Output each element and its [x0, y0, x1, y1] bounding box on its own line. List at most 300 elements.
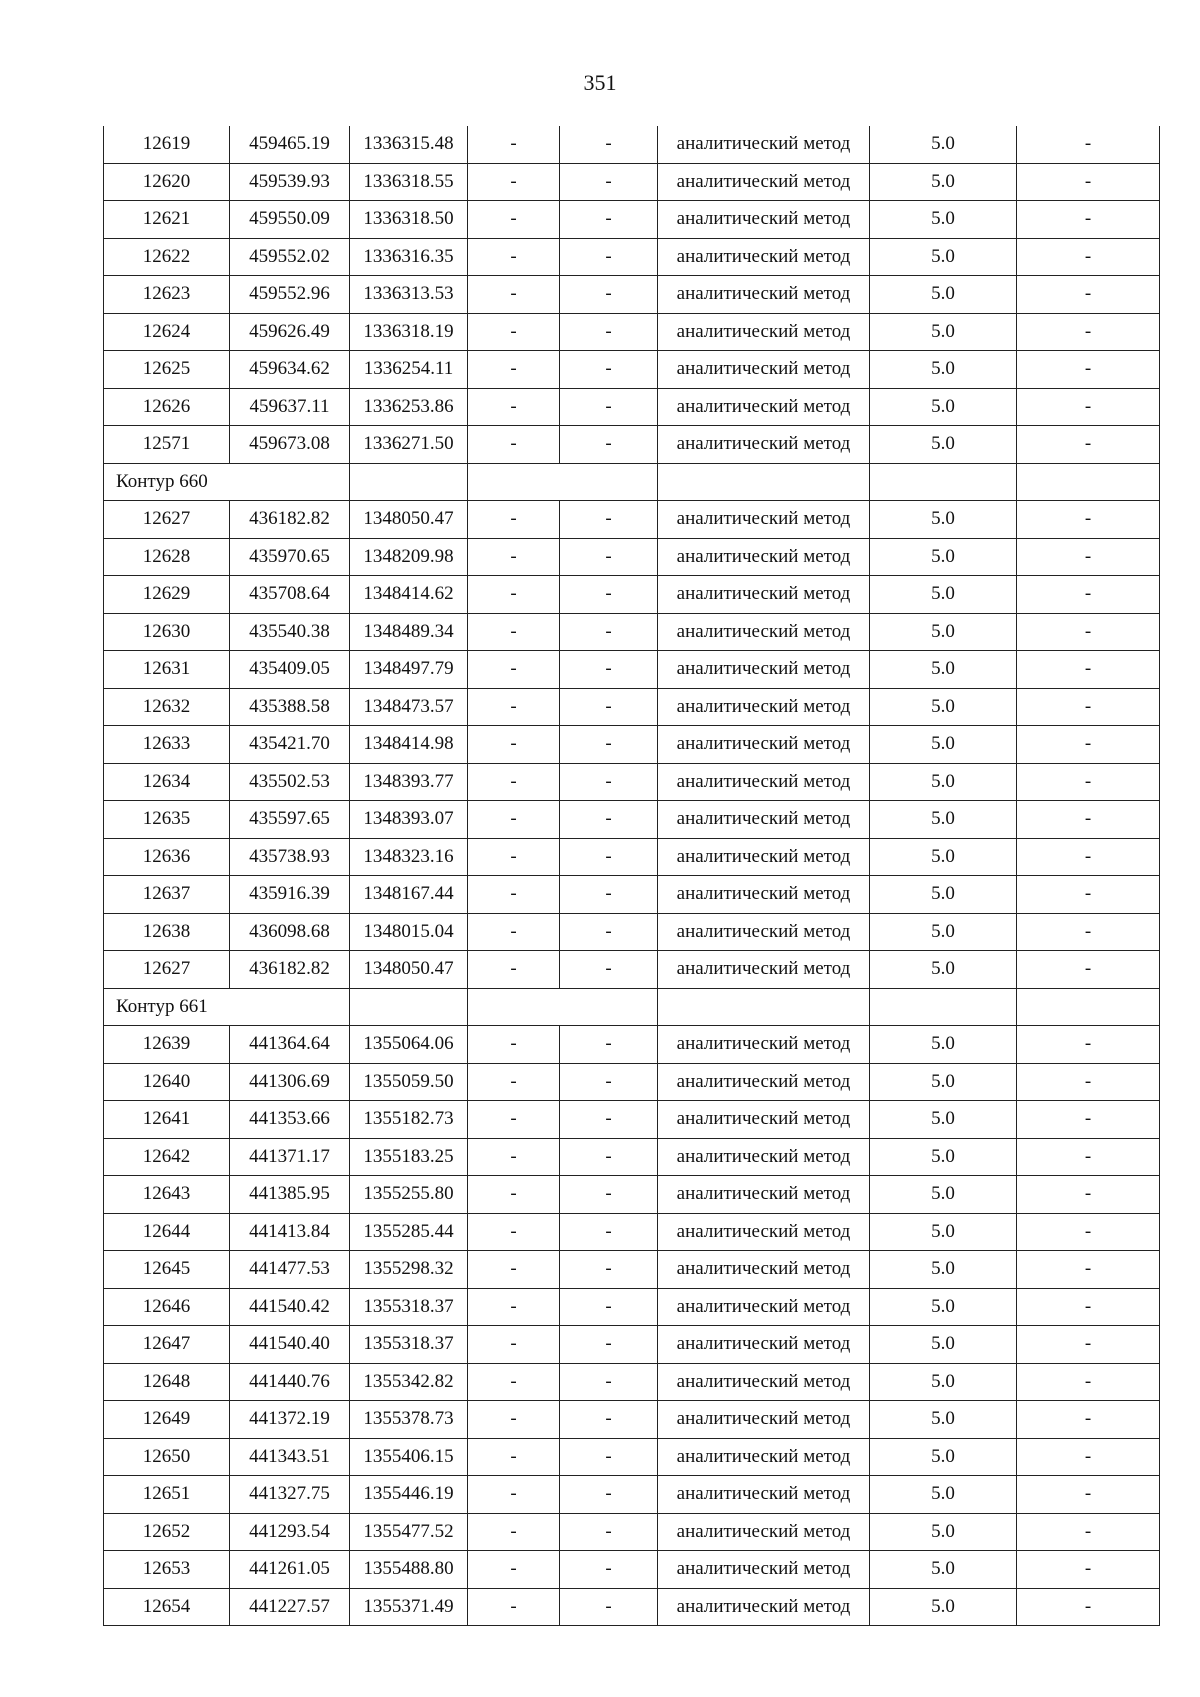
x-coordinate-cell: 459465.19	[230, 126, 350, 163]
col5-cell: -	[560, 1326, 658, 1364]
accuracy-cell: 5.0	[870, 1288, 1017, 1326]
y-coordinate-cell: 1336313.53	[350, 276, 468, 314]
col4-cell: -	[468, 1026, 560, 1064]
method-cell: аналитический метод	[658, 201, 870, 239]
accuracy-cell: 5.0	[870, 1588, 1017, 1626]
method-cell: аналитический метод	[658, 238, 870, 276]
col4-cell: -	[468, 1213, 560, 1251]
col8-cell: -	[1017, 126, 1160, 163]
col4-cell: -	[468, 1138, 560, 1176]
col5-cell: -	[560, 1251, 658, 1289]
col8-cell: -	[1017, 238, 1160, 276]
col8-cell: -	[1017, 576, 1160, 614]
accuracy-cell: 5.0	[870, 1026, 1017, 1064]
x-coordinate-cell: 441540.42	[230, 1288, 350, 1326]
y-coordinate-cell: 1355059.50	[350, 1063, 468, 1101]
accuracy-cell: 5.0	[870, 801, 1017, 839]
table-row	[104, 1251, 1160, 1289]
method-cell: аналитический метод	[658, 126, 870, 163]
x-coordinate-cell: 441371.17	[230, 1138, 350, 1176]
point-number-cell: 12631	[104, 651, 230, 689]
method-cell: аналитический метод	[658, 1401, 870, 1439]
accuracy-cell: 5.0	[870, 1363, 1017, 1401]
x-coordinate-cell: 441477.53	[230, 1251, 350, 1289]
col4-cell: -	[468, 1326, 560, 1364]
method-cell: аналитический метод	[658, 763, 870, 801]
y-coordinate-cell: 1355182.73	[350, 1101, 468, 1139]
col8-cell: -	[1017, 1213, 1160, 1251]
col8-cell: -	[1017, 1063, 1160, 1101]
y-coordinate-cell: 1355318.37	[350, 1288, 468, 1326]
method-cell: аналитический метод	[658, 1513, 870, 1551]
point-number-cell: 12640	[104, 1063, 230, 1101]
method-cell: аналитический метод	[658, 801, 870, 839]
point-number-cell: 12635	[104, 801, 230, 839]
contour-header-row	[104, 463, 1160, 501]
col8-cell: -	[1017, 1326, 1160, 1364]
col4-cell: -	[468, 1251, 560, 1289]
x-coordinate-cell: 435738.93	[230, 838, 350, 876]
y-coordinate-cell: 1348167.44	[350, 876, 468, 914]
col8-cell: -	[1017, 726, 1160, 764]
x-coordinate-cell: 435540.38	[230, 613, 350, 651]
y-coordinate-cell: 1336315.48	[350, 126, 468, 163]
col4-cell: -	[468, 1063, 560, 1101]
table-row	[104, 1026, 1160, 1064]
y-coordinate-cell: 1355477.52	[350, 1513, 468, 1551]
method-cell: аналитический метод	[658, 501, 870, 539]
point-number-cell: 12624	[104, 313, 230, 351]
col5-cell: -	[560, 951, 658, 989]
point-number-cell: 12630	[104, 613, 230, 651]
y-coordinate-cell: 1348015.04	[350, 913, 468, 951]
x-coordinate-cell: 441306.69	[230, 1063, 350, 1101]
point-number-cell: 12626	[104, 388, 230, 426]
point-number-cell: 12634	[104, 763, 230, 801]
method-cell: аналитический метод	[658, 1363, 870, 1401]
y-coordinate-cell: 1348414.62	[350, 576, 468, 614]
empty-cell	[468, 988, 658, 1026]
method-cell: аналитический метод	[658, 1213, 870, 1251]
accuracy-cell: 5.0	[870, 613, 1017, 651]
accuracy-cell: 5.0	[870, 238, 1017, 276]
method-cell: аналитический метод	[658, 913, 870, 951]
col4-cell: -	[468, 1288, 560, 1326]
col8-cell: -	[1017, 801, 1160, 839]
point-number-cell: 12651	[104, 1476, 230, 1514]
point-number-cell: 12646	[104, 1288, 230, 1326]
table-row	[104, 1401, 1160, 1439]
x-coordinate-cell: 435916.39	[230, 876, 350, 914]
accuracy-cell: 5.0	[870, 276, 1017, 314]
col5-cell: -	[560, 1063, 658, 1101]
accuracy-cell: 5.0	[870, 388, 1017, 426]
point-number-cell: 12650	[104, 1438, 230, 1476]
method-cell: аналитический метод	[658, 1138, 870, 1176]
col5-cell: -	[560, 801, 658, 839]
method-cell: аналитический метод	[658, 1438, 870, 1476]
accuracy-cell: 5.0	[870, 351, 1017, 389]
col4-cell: -	[468, 763, 560, 801]
col8-cell: -	[1017, 613, 1160, 651]
table-row	[104, 651, 1160, 689]
method-cell: аналитический метод	[658, 576, 870, 614]
method-cell: аналитический метод	[658, 388, 870, 426]
accuracy-cell: 5.0	[870, 1401, 1017, 1439]
table-row	[104, 576, 1160, 614]
col5-cell: -	[560, 351, 658, 389]
accuracy-cell: 5.0	[870, 1476, 1017, 1514]
col8-cell: -	[1017, 913, 1160, 951]
method-cell: аналитический метод	[658, 838, 870, 876]
y-coordinate-cell: 1355298.32	[350, 1251, 468, 1289]
y-coordinate-cell: 1348050.47	[350, 951, 468, 989]
y-coordinate-cell: 1355371.49	[350, 1588, 468, 1626]
col4-cell: -	[468, 313, 560, 351]
point-number-cell: 12643	[104, 1176, 230, 1214]
y-coordinate-cell: 1348489.34	[350, 613, 468, 651]
method-cell: аналитический метод	[658, 426, 870, 464]
contour-label: Контур 661	[104, 988, 350, 1026]
col4-cell: -	[468, 913, 560, 951]
accuracy-cell: 5.0	[870, 726, 1017, 764]
x-coordinate-cell: 459552.96	[230, 276, 350, 314]
point-number-cell: 12641	[104, 1101, 230, 1139]
table-row	[104, 1363, 1160, 1401]
empty-cell	[658, 988, 870, 1026]
coordinates-table	[103, 126, 1160, 1626]
col5-cell: -	[560, 913, 658, 951]
empty-cell	[350, 988, 468, 1026]
empty-cell	[870, 463, 1017, 501]
point-number-cell: 12633	[104, 726, 230, 764]
table-row	[104, 876, 1160, 914]
accuracy-cell: 5.0	[870, 163, 1017, 201]
accuracy-cell: 5.0	[870, 126, 1017, 163]
x-coordinate-cell: 435409.05	[230, 651, 350, 689]
x-coordinate-cell: 459634.62	[230, 351, 350, 389]
table-row	[104, 388, 1160, 426]
col5-cell: -	[560, 1213, 658, 1251]
point-number-cell: 12644	[104, 1213, 230, 1251]
method-cell: аналитический метод	[658, 951, 870, 989]
col4-cell: -	[468, 951, 560, 989]
col4-cell: -	[468, 501, 560, 539]
accuracy-cell: 5.0	[870, 1513, 1017, 1551]
col5-cell: -	[560, 1551, 658, 1589]
empty-cell	[658, 463, 870, 501]
y-coordinate-cell: 1355446.19	[350, 1476, 468, 1514]
x-coordinate-cell: 441540.40	[230, 1326, 350, 1364]
x-coordinate-cell: 441327.75	[230, 1476, 350, 1514]
method-cell: аналитический метод	[658, 1101, 870, 1139]
col4-cell: -	[468, 1588, 560, 1626]
col5-cell: -	[560, 388, 658, 426]
col4-cell: -	[468, 726, 560, 764]
col8-cell: -	[1017, 763, 1160, 801]
col8-cell: -	[1017, 1476, 1160, 1514]
y-coordinate-cell: 1355064.06	[350, 1026, 468, 1064]
y-coordinate-cell: 1348414.98	[350, 726, 468, 764]
empty-cell	[468, 463, 658, 501]
y-coordinate-cell: 1336316.35	[350, 238, 468, 276]
y-coordinate-cell: 1336253.86	[350, 388, 468, 426]
y-coordinate-cell: 1336318.19	[350, 313, 468, 351]
col5-cell: -	[560, 238, 658, 276]
accuracy-cell: 5.0	[870, 1213, 1017, 1251]
col5-cell: -	[560, 1026, 658, 1064]
col4-cell: -	[468, 1363, 560, 1401]
x-coordinate-cell: 441353.66	[230, 1101, 350, 1139]
table-row	[104, 1438, 1160, 1476]
method-cell: аналитический метод	[658, 1063, 870, 1101]
table-row	[104, 501, 1160, 539]
table-row	[104, 426, 1160, 464]
accuracy-cell: 5.0	[870, 838, 1017, 876]
col4-cell: -	[468, 1476, 560, 1514]
accuracy-cell: 5.0	[870, 1101, 1017, 1139]
point-number-cell: 12628	[104, 538, 230, 576]
col8-cell: -	[1017, 201, 1160, 239]
table-row	[104, 1213, 1160, 1251]
x-coordinate-cell: 459552.02	[230, 238, 350, 276]
table-row	[104, 1288, 1160, 1326]
x-coordinate-cell: 441413.84	[230, 1213, 350, 1251]
col8-cell: -	[1017, 1026, 1160, 1064]
table-row	[104, 688, 1160, 726]
col8-cell: -	[1017, 651, 1160, 689]
accuracy-cell: 5.0	[870, 538, 1017, 576]
col5-cell: -	[560, 1438, 658, 1476]
table-row	[104, 1551, 1160, 1589]
coordinates-table-body	[104, 126, 1160, 1626]
table-row	[104, 913, 1160, 951]
col5-cell: -	[560, 1101, 658, 1139]
col8-cell: -	[1017, 876, 1160, 914]
col8-cell: -	[1017, 163, 1160, 201]
table-row	[104, 126, 1160, 163]
table-row	[104, 801, 1160, 839]
col8-cell: -	[1017, 1363, 1160, 1401]
col5-cell: -	[560, 1513, 658, 1551]
accuracy-cell: 5.0	[870, 688, 1017, 726]
method-cell: аналитический метод	[658, 1588, 870, 1626]
col4-cell: -	[468, 238, 560, 276]
y-coordinate-cell: 1355255.80	[350, 1176, 468, 1214]
method-cell: аналитический метод	[658, 1476, 870, 1514]
table-row	[104, 163, 1160, 201]
table-row	[104, 1138, 1160, 1176]
col5-cell: -	[560, 163, 658, 201]
y-coordinate-cell: 1348050.47	[350, 501, 468, 539]
x-coordinate-cell: 441227.57	[230, 1588, 350, 1626]
col8-cell: -	[1017, 276, 1160, 314]
y-coordinate-cell: 1355183.25	[350, 1138, 468, 1176]
col5-cell: -	[560, 276, 658, 314]
point-number-cell: 12625	[104, 351, 230, 389]
col8-cell: -	[1017, 1438, 1160, 1476]
col4-cell: -	[468, 1438, 560, 1476]
accuracy-cell: 5.0	[870, 1551, 1017, 1589]
point-number-cell: 12571	[104, 426, 230, 464]
method-cell: аналитический метод	[658, 688, 870, 726]
method-cell: аналитический метод	[658, 1251, 870, 1289]
method-cell: аналитический метод	[658, 313, 870, 351]
accuracy-cell: 5.0	[870, 501, 1017, 539]
col4-cell: -	[468, 201, 560, 239]
table-row	[104, 351, 1160, 389]
accuracy-cell: 5.0	[870, 1251, 1017, 1289]
col8-cell: -	[1017, 388, 1160, 426]
col4-cell: -	[468, 1101, 560, 1139]
table-row	[104, 951, 1160, 989]
point-number-cell: 12623	[104, 276, 230, 314]
accuracy-cell: 5.0	[870, 1176, 1017, 1214]
col4-cell: -	[468, 838, 560, 876]
x-coordinate-cell: 436182.82	[230, 501, 350, 539]
col5-cell: -	[560, 201, 658, 239]
col4-cell: -	[468, 876, 560, 914]
y-coordinate-cell: 1348393.07	[350, 801, 468, 839]
y-coordinate-cell: 1348323.16	[350, 838, 468, 876]
y-coordinate-cell: 1336254.11	[350, 351, 468, 389]
method-cell: аналитический метод	[658, 351, 870, 389]
col4-cell: -	[468, 688, 560, 726]
table-row	[104, 838, 1160, 876]
point-number-cell: 12632	[104, 688, 230, 726]
col5-cell: -	[560, 313, 658, 351]
empty-cell	[1017, 988, 1160, 1026]
col8-cell: -	[1017, 1288, 1160, 1326]
accuracy-cell: 5.0	[870, 1326, 1017, 1364]
x-coordinate-cell: 435388.58	[230, 688, 350, 726]
x-coordinate-cell: 459626.49	[230, 313, 350, 351]
y-coordinate-cell: 1336318.50	[350, 201, 468, 239]
col4-cell: -	[468, 613, 560, 651]
x-coordinate-cell: 441261.05	[230, 1551, 350, 1589]
table-row	[104, 1513, 1160, 1551]
col4-cell: -	[468, 126, 560, 163]
y-coordinate-cell: 1355378.73	[350, 1401, 468, 1439]
x-coordinate-cell: 459539.93	[230, 163, 350, 201]
x-coordinate-cell: 459550.09	[230, 201, 350, 239]
point-number-cell: 12654	[104, 1588, 230, 1626]
col4-cell: -	[468, 538, 560, 576]
col5-cell: -	[560, 501, 658, 539]
col5-cell: -	[560, 1176, 658, 1214]
method-cell: аналитический метод	[658, 163, 870, 201]
col4-cell: -	[468, 1513, 560, 1551]
table-row	[104, 1176, 1160, 1214]
method-cell: аналитический метод	[658, 1026, 870, 1064]
y-coordinate-cell: 1355488.80	[350, 1551, 468, 1589]
point-number-cell: 12621	[104, 201, 230, 239]
page-number: 351	[583, 70, 617, 95]
y-coordinate-cell: 1336271.50	[350, 426, 468, 464]
y-coordinate-cell: 1348473.57	[350, 688, 468, 726]
accuracy-cell: 5.0	[870, 426, 1017, 464]
table-row	[104, 726, 1160, 764]
method-cell: аналитический метод	[658, 1176, 870, 1214]
point-number-cell: 12648	[104, 1363, 230, 1401]
accuracy-cell: 5.0	[870, 201, 1017, 239]
method-cell: аналитический метод	[658, 1551, 870, 1589]
table-row	[104, 1063, 1160, 1101]
x-coordinate-cell: 436098.68	[230, 913, 350, 951]
x-coordinate-cell: 435502.53	[230, 763, 350, 801]
col5-cell: -	[560, 838, 658, 876]
accuracy-cell: 5.0	[870, 1138, 1017, 1176]
empty-cell	[870, 988, 1017, 1026]
method-cell: аналитический метод	[658, 538, 870, 576]
col5-cell: -	[560, 426, 658, 464]
method-cell: аналитический метод	[658, 1288, 870, 1326]
col8-cell: -	[1017, 426, 1160, 464]
col5-cell: -	[560, 726, 658, 764]
col8-cell: -	[1017, 351, 1160, 389]
accuracy-cell: 5.0	[870, 763, 1017, 801]
x-coordinate-cell: 441364.64	[230, 1026, 350, 1064]
col5-cell: -	[560, 1401, 658, 1439]
y-coordinate-cell: 1355406.15	[350, 1438, 468, 1476]
col8-cell: -	[1017, 1588, 1160, 1626]
table-row	[104, 613, 1160, 651]
y-coordinate-cell: 1348393.77	[350, 763, 468, 801]
contour-header-row	[104, 988, 1160, 1026]
x-coordinate-cell: 435597.65	[230, 801, 350, 839]
empty-cell	[1017, 463, 1160, 501]
col8-cell: -	[1017, 688, 1160, 726]
y-coordinate-cell: 1348497.79	[350, 651, 468, 689]
point-number-cell: 12636	[104, 838, 230, 876]
col5-cell: -	[560, 688, 658, 726]
table-row	[104, 1101, 1160, 1139]
table-row	[104, 763, 1160, 801]
col8-cell: -	[1017, 313, 1160, 351]
point-number-cell: 12637	[104, 876, 230, 914]
col8-cell: -	[1017, 838, 1160, 876]
point-number-cell: 12649	[104, 1401, 230, 1439]
table-row	[104, 1476, 1160, 1514]
col5-cell: -	[560, 1476, 658, 1514]
x-coordinate-cell: 435421.70	[230, 726, 350, 764]
col8-cell: -	[1017, 1401, 1160, 1439]
y-coordinate-cell: 1336318.55	[350, 163, 468, 201]
x-coordinate-cell: 441440.76	[230, 1363, 350, 1401]
col8-cell: -	[1017, 1101, 1160, 1139]
method-cell: аналитический метод	[658, 1326, 870, 1364]
accuracy-cell: 5.0	[870, 913, 1017, 951]
x-coordinate-cell: 441372.19	[230, 1401, 350, 1439]
point-number-cell: 12622	[104, 238, 230, 276]
col4-cell: -	[468, 576, 560, 614]
accuracy-cell: 5.0	[870, 876, 1017, 914]
accuracy-cell: 5.0	[870, 951, 1017, 989]
y-coordinate-cell: 1355285.44	[350, 1213, 468, 1251]
col4-cell: -	[468, 801, 560, 839]
col4-cell: -	[468, 651, 560, 689]
accuracy-cell: 5.0	[870, 576, 1017, 614]
point-number-cell: 12639	[104, 1026, 230, 1064]
table-row	[104, 1326, 1160, 1364]
table-row	[104, 276, 1160, 314]
col8-cell: -	[1017, 1138, 1160, 1176]
col5-cell: -	[560, 1363, 658, 1401]
contour-label: Контур 660	[104, 463, 350, 501]
col5-cell: -	[560, 1288, 658, 1326]
y-coordinate-cell: 1355342.82	[350, 1363, 468, 1401]
table-row	[104, 313, 1160, 351]
